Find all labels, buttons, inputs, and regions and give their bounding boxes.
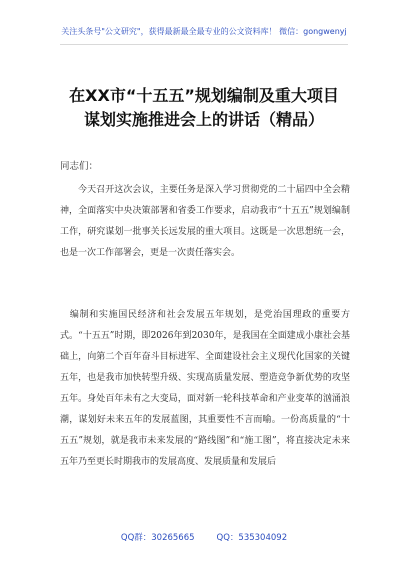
paragraph-1-text: 今天召开这次会议，主要任务是深入学习贯彻党的二十届四中全会精神，全面落实中央决策部署和省委工作要求，启动我市“十五五”规划编制工作，研究谋划一批事关长远发展的重大项目。这既是一次思想统一会，也是一次工作部署会，更是一次责任落实会。: [60, 185, 350, 258]
document-title: [40, 84, 368, 132]
title-line-1: 在XX市“十五五”规划编制及重大项目: [69, 86, 339, 105]
paragraph-2-text: 编制和实施国民经济和社会发展五年规划，是党治国理政的重要方式。“十五五”时期，即2026年到2030年，是我国在全面建成小康社会基础上，向第二个百年奋斗目标进军、全面建设社会主义现代化国家的关键五年，也是我市加快转型升级、实现高质量发展、塑造竞争新优势的攻坚五年。身处百年未有之大变局，面对新一轮科技革命和产业变革的汹涌浪潮，谋划好未来五年的发展蓝图，其重要性不言而喻。一份高质量的“十五五”规划，就是我市未来发展的“路线图”和“施工图”，将直接决定未来五年乃至更长时期我市的发展高度、发展质量和发展后: [60, 310, 350, 467]
header-banner: 关注头条号"公文研究"，获得最新最全最专业的公文资料库！ 微信：gongwenyj: [61, 27, 347, 36]
title-line-2: 谋划实施推进会上的讲话（精品）: [83, 110, 324, 129]
salutation: 同志们：: [60, 161, 99, 172]
header-divider: [60, 44, 348, 45]
footer-qq-group: QQ群：30265665: [120, 533, 195, 543]
paragraph-2: [60, 305, 350, 473]
paragraph-1: [60, 180, 350, 264]
footer-contact: [0, 531, 408, 543]
footer-qq: QQ：535304092: [216, 533, 288, 543]
